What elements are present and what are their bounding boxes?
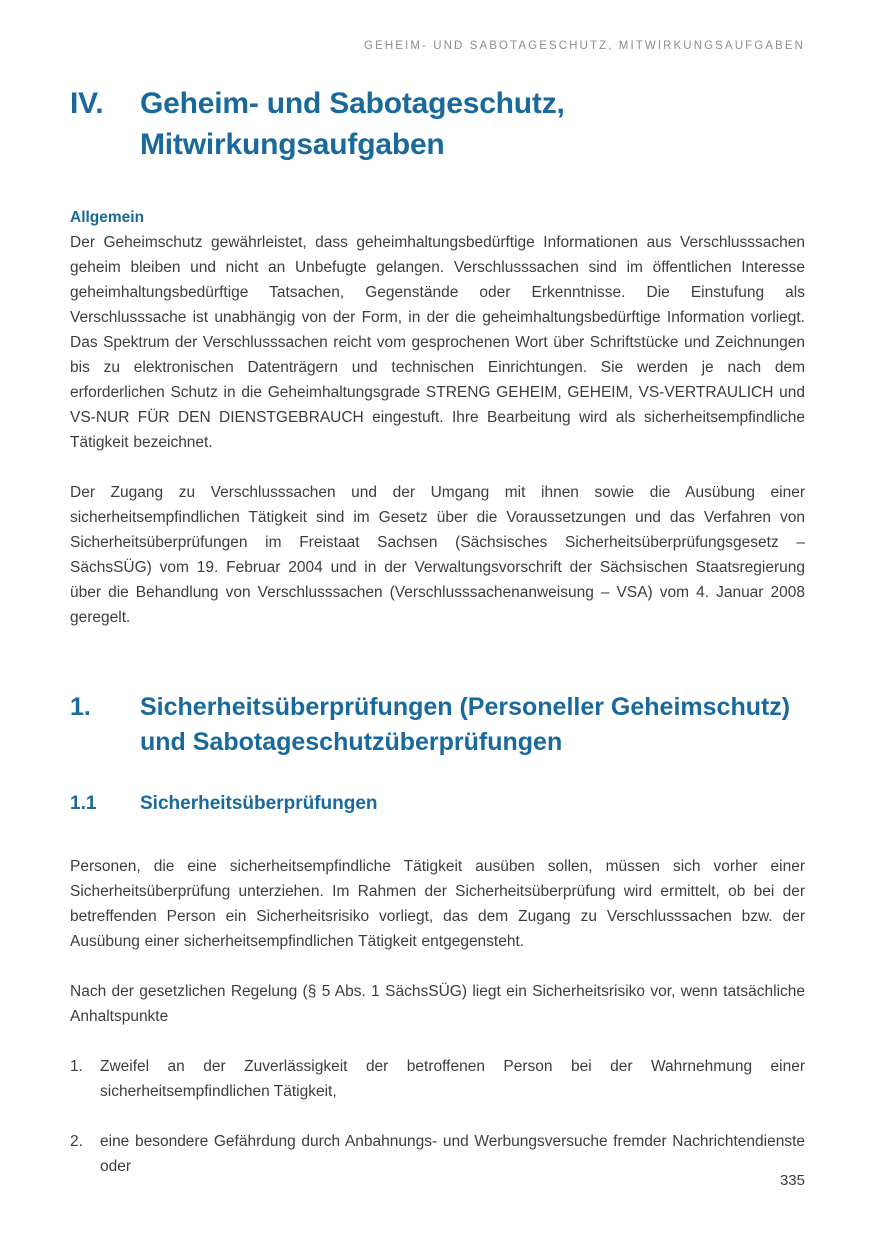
- body-paragraph: Personen, die eine sicherheitsempfindliche Tätigkeit ausüben sollen, müssen sich vorher einer Sicherheitsüberprüfung unterziehen. Im Rahmen der Sicherheitsüberprüfung wird ermittelt, ob bei der betreffenden Person ein Sicherheitsrisiko vorliegt, das dem Zugang zu Verschlusssachen bzw. der Ausübung einer sicherheitsempfindlichen Tätigkeit entgegensteht.: [70, 858, 805, 950]
- list-item-text: eine besondere Gefährdung durch Anbahnungs- und Werbungsversuche fremder Nachrichtendienste oder: [100, 1133, 805, 1175]
- section-1-1-body: [70, 854, 805, 1179]
- section-1-1-number: 1.1: [70, 793, 97, 814]
- page-number: 335: [779, 1172, 805, 1189]
- page-title: [70, 83, 805, 165]
- body-paragraph: Der Zugang zu Verschlusssachen und der Umgang mit ihnen sowie die Ausübung einer sicherheitsempfindlichen Tätigkeit sind im Gesetz über die Voraussetzungen und das Verfahren von Sicherheitsüberprüfungen im Freistaat Sachsen (Sächsisches Sicherheitsüberprüfungsgesetz – SächsSÜG) vom 19. Februar 2004 und in der Verwaltungsvorschrift der Sächsischen Staatsregierung über die Behandlung von Verschlusssachen (Verschlusssachenanweisung – VSA) vom 4. Januar 2008 geregelt.: [70, 484, 805, 626]
- risk-list: [70, 1054, 805, 1179]
- list-item-number: 1.: [70, 1058, 83, 1075]
- page-title-text: Geheim- und Sabotageschutz, Mitwirkungsaufgaben: [140, 87, 565, 161]
- list-item: [70, 1129, 805, 1179]
- list-item: [70, 1054, 805, 1104]
- section-1-1-heading: [70, 791, 805, 817]
- allgemein-heading: Allgemein: [70, 209, 145, 226]
- running-header: GEHEIM- UND SABOTAGESCHUTZ, MITWIRKUNGSAUFGABEN: [364, 40, 805, 52]
- body-paragraph: Der Geheimschutz gewährleistet, dass geheimhaltungsbedürftige Informationen aus Verschlusssachen geheim bleiben und nicht an Unbefugte gelangen. Verschlusssachen sind im öffentlichen Interesse geheimhaltungsbedürftige Tatsachen, Gegenstände oder Erkenntnisse. Die Einstufung als Verschlusssache ist unabhängig von der Form, in der die geheimhaltungsbedürftige Information vorliegt. Das Spektrum der Verschlusssachen reicht vom gesprochenen Wort über Schriftstücke und Zeichnungen bis zu elektronischen Datenträgern und technischen Einrichtungen. Sie werden je nach dem erforderlichen Schutz in die Geheimhaltungsgrade STRENG GEHEIM, GEHEIM, VS-VERTRAULICH und VS-NUR FÜR DEN DIENSTGEBRAUCH eingestuft. Ihre Bearbeitung wird als sicherheitsempfindliche Tätigkeit bezeichnet.: [70, 234, 805, 451]
- section-allgemein: [70, 205, 805, 630]
- list-item-text: Zweifel an der Zuverlässigkeit der betroffenen Person bei der Wahrnehmung einer sicherheitsempfindlichen Tätigkeit,: [100, 1058, 805, 1100]
- section-1-1-title: Sicherheitsüberprüfungen: [140, 793, 378, 814]
- section-1-title: Sicherheitsüberprüfungen (Personeller Geheimschutz) und Sabotageschutzüberprüfungen: [140, 693, 791, 756]
- section-1-heading: [70, 690, 805, 760]
- body-paragraph: Nach der gesetzlichen Regelung (§ 5 Abs. 1 SächsSÜG) liegt ein Sicherheitsrisiko vor, wenn tatsächliche Anhaltspunkte: [70, 983, 805, 1025]
- section-1-number: 1.: [70, 693, 91, 721]
- page-title-number: IV.: [70, 87, 104, 120]
- list-item-number: 2.: [70, 1133, 83, 1150]
